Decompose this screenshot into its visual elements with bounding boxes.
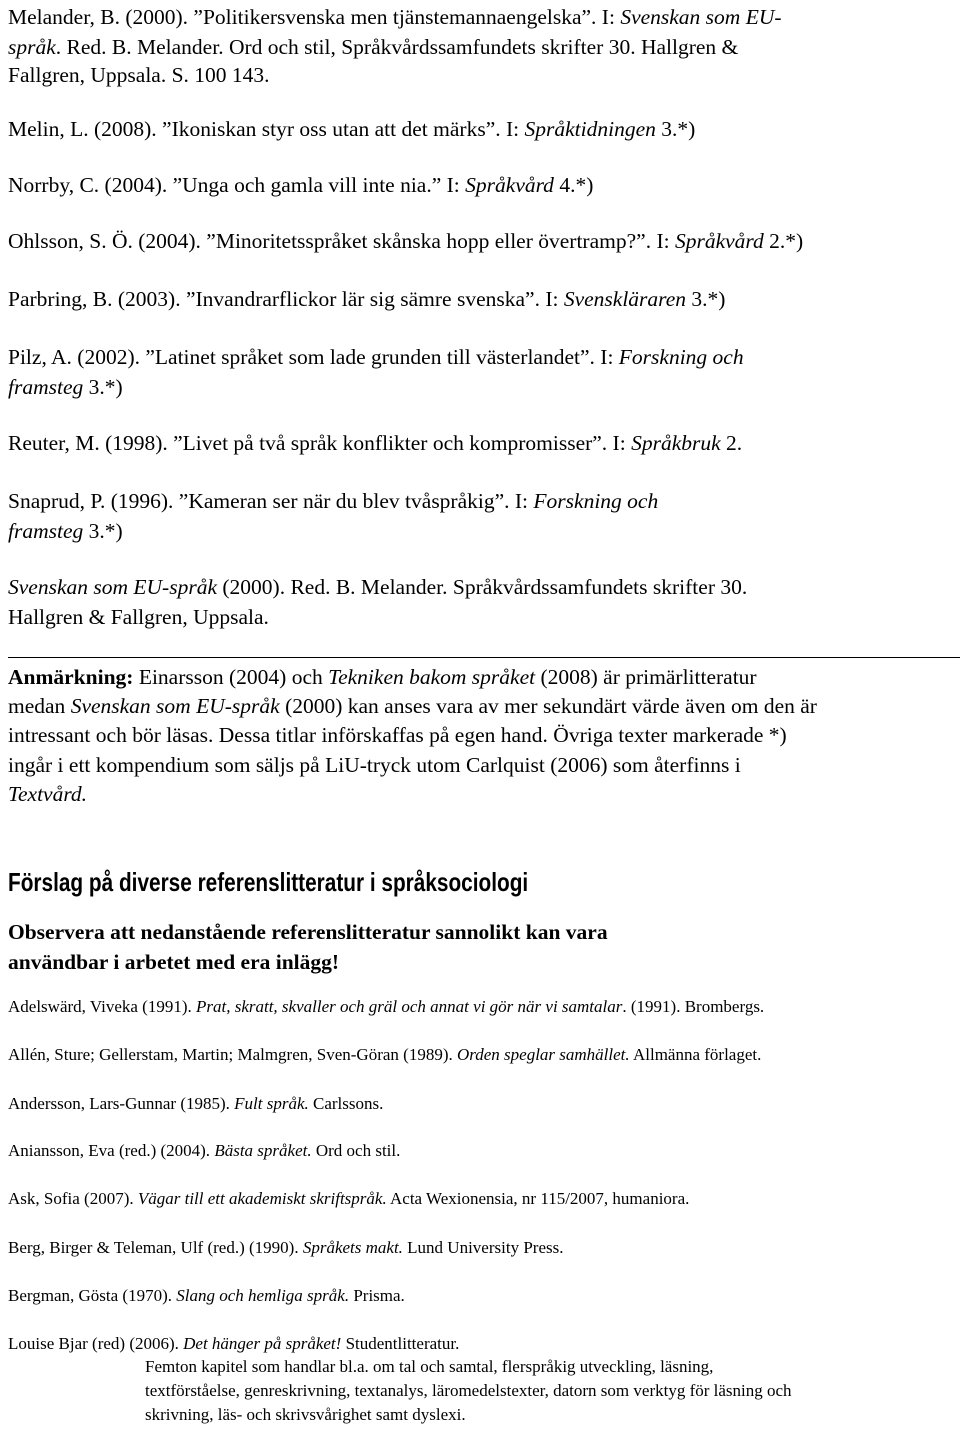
bjar-description-line2: textförståelse, genreskrivning, textanalys, läromedelstexter, datorn som verktyg för läsning och: [145, 1381, 792, 1400]
ref-text: Prisma.: [349, 1286, 405, 1305]
ref-text: 3.*): [686, 287, 726, 311]
ref-text: . (1991). Brombergs.: [622, 997, 765, 1016]
ref-text: Norrby, C. (2004). ”Unga och gamla vill inte nia.” I:: [8, 173, 466, 197]
ref-text: . Red. B. Melander. Ord och stil, Språkvårdssamfundets skrifter 30. Hallgren &: [55, 35, 739, 59]
ref-text: Allén, Sture; Gellerstam, Martin; Malmgren, Sven-Göran (1989).: [8, 1045, 457, 1064]
subheading-line1: Observera att nedanstående referenslitteratur sannolikt kan vara: [8, 920, 608, 944]
ref-text: Aniansson, Eva (red.) (2004).: [8, 1141, 215, 1160]
ref-berg: [8, 1237, 563, 1259]
ref-text: 3.*): [83, 375, 123, 399]
ref-melander-line1: [8, 2, 782, 32]
note-text: (2008) är primärlitteratur: [535, 665, 757, 689]
ref-ask: [8, 1188, 689, 1210]
ref-text: Melin, L. (2008). ”Ikoniskan styr oss utan att det märks”. I:: [8, 117, 525, 141]
ref-text: Andersson, Lars-Gunnar (1985).: [8, 1094, 235, 1113]
ref-text: Studentlitteratur.: [341, 1334, 460, 1353]
ref-pilz-line2: [8, 372, 123, 402]
ref-bjar: [8, 1333, 459, 1355]
ref-title: Svenskan som EU-språk: [8, 575, 217, 599]
ref-reuter: [8, 428, 742, 458]
ref-title: Språkvård: [465, 173, 554, 197]
ref-parbring: [8, 284, 725, 314]
note-title: Svenskan som EU-språk: [70, 694, 280, 718]
ref-text: 4.*): [553, 173, 594, 197]
ref-andersson: [8, 1093, 383, 1115]
bjar-description-line1: Femton kapitel som handlar bl.a. om tal och samtal, flerspråkig utveckling, läsning,: [145, 1357, 714, 1376]
ref-title: Svenskan som EU-: [620, 5, 782, 29]
note-label: Anmärkning:: [8, 665, 134, 689]
ref-text: Ord och stil.: [311, 1141, 401, 1160]
ref-text: 2.*): [763, 229, 804, 253]
ref-snaprud-line2: [8, 516, 123, 546]
ref-title: Språkbruk: [631, 431, 721, 455]
note-text: medan: [8, 694, 71, 718]
ref-text: Parbring, B. (2003). ”Invandrarflickor lär sig sämre svenska”. I:: [8, 287, 564, 311]
ref-text: Bergman, Gösta (1970).: [8, 1286, 177, 1305]
ref-title: Språktidningen: [524, 117, 656, 141]
ref-bergman: [8, 1285, 405, 1307]
ref-text: Melander, B. (2000). ”Politikersvenska men tjänstemannaengelska”. I:: [8, 5, 621, 29]
ref-allen: [8, 1044, 761, 1066]
ref-title: Vägar till ett akademiskt skriftspråk.: [137, 1189, 387, 1208]
ref-title: Svenskläraren: [563, 287, 687, 311]
ref-title: Orden speglar samhället.: [456, 1045, 630, 1064]
note-line3: intressant och bör läsas. Dessa titlar införskaffas på egen hand. Övriga texter markerade *): [8, 723, 787, 747]
note-line4: ingår i ett kompendium som säljs på LiU-tryck utom Carlquist (2006) som återfinns i: [8, 753, 741, 777]
bjar-description-line3: skrivning, läs- och skrivsvårighet samt dyslexi.: [145, 1405, 466, 1424]
ref-text: (2000). Red. B. Melander. Språkvårdssamfundets skrifter 30.: [217, 575, 748, 599]
ref-title: Prat, skratt, skvaller och gräl och annat vi gör när vi samtalar: [195, 997, 623, 1016]
ref-text: 3.*): [655, 117, 696, 141]
ref-title: Slang och hemliga språk.: [176, 1286, 350, 1305]
note-text: Einarsson (2004) och: [133, 665, 329, 689]
ref-svenskan-line2: Hallgren & Fallgren, Uppsala.: [8, 605, 269, 629]
ref-title: språk: [8, 35, 56, 59]
ref-title: framsteg: [8, 519, 84, 543]
ref-text: Ask, Sofia (2007).: [8, 1189, 138, 1208]
ref-aniansson: [8, 1140, 400, 1162]
ref-text: Louise Bjar (red) (2006).: [8, 1334, 184, 1353]
ref-pilz-line1: [8, 342, 744, 372]
ref-ohlsson: [8, 226, 803, 256]
ref-text: Lund University Press.: [402, 1238, 564, 1257]
section-heading: Förslag på diverse referenslitteratur i språksociologi: [8, 867, 529, 897]
ref-text: 2.: [720, 431, 743, 455]
ref-melander-line2: [8, 32, 738, 62]
note-title: Textvård.: [8, 782, 88, 806]
ref-title: Forskning och: [618, 345, 744, 369]
note-line1: [8, 663, 757, 693]
ref-title: framsteg: [8, 375, 84, 399]
ref-title: Språkvård: [674, 229, 764, 253]
ref-text: Berg, Birger & Teleman, Ulf (red.) (1990).: [8, 1238, 303, 1257]
ref-text: Reuter, M. (1998). ”Livet på två språk konflikter och kompromisser”. I:: [8, 431, 632, 455]
ref-title: Forskning och: [533, 489, 659, 513]
ref-text: 3.*): [83, 519, 123, 543]
ref-melin: [8, 114, 695, 144]
note-line5: [8, 780, 87, 810]
ref-snaprud-line1: [8, 486, 658, 516]
ref-adelsward: [8, 996, 764, 1018]
ref-text: Ohlsson, S. Ö. (2004). ”Minoritetsspråket skånska hopp eller övertramp?”. I:: [8, 229, 675, 253]
ref-title: Fult språk.: [234, 1094, 309, 1113]
ref-title: Bästa språket.: [214, 1141, 312, 1160]
ref-text: Acta Wexionensia, nr 115/2007, humaniora.: [386, 1189, 690, 1208]
subheading-line2: användbar i arbetet med era inlägg!: [8, 950, 340, 974]
ref-text: Allmänna förlaget.: [629, 1045, 762, 1064]
note-title: Tekniken bakom språket: [328, 665, 536, 689]
ref-norrby: [8, 170, 593, 200]
ref-text: Adelswärd, Viveka (1991).: [8, 997, 196, 1016]
note-text: (2000) kan anses vara av mer sekundärt värde även om den är: [279, 694, 817, 718]
ref-title: Språkets makt.: [302, 1238, 403, 1257]
ref-text: Carlssons.: [308, 1094, 384, 1113]
ref-text: Snaprud, P. (1996). ”Kameran ser när du blev tvåspråkig”. I:: [8, 489, 534, 513]
ref-svenskan-line1: [8, 572, 747, 602]
ref-text: Pilz, A. (2002). ”Latinet språket som lade grunden till västerlandet”. I:: [8, 345, 619, 369]
ref-title: Det hänger på språket!: [183, 1334, 342, 1353]
note-line2: [8, 692, 817, 722]
divider-rule: [8, 657, 960, 658]
ref-melander-line3: Fallgren, Uppsala. S. 100 143.: [8, 63, 270, 87]
